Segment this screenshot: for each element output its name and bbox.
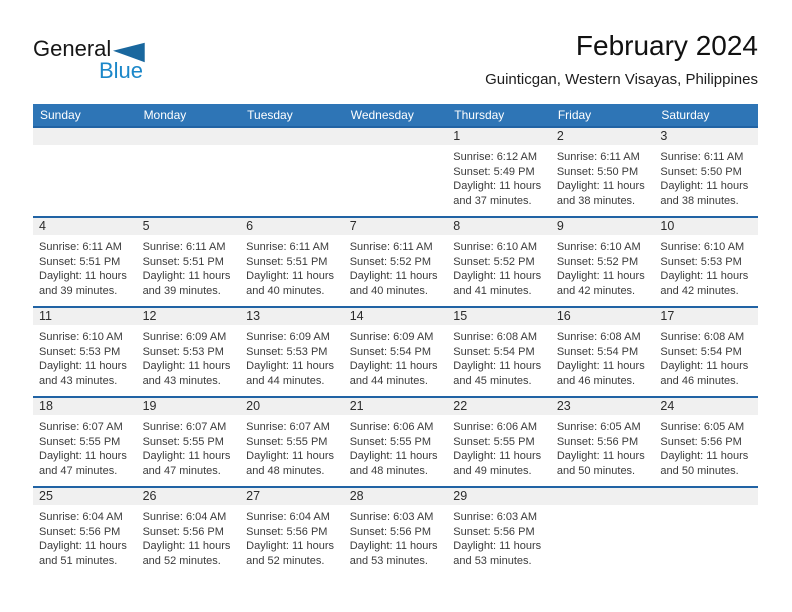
sunset-text: Sunset: 5:50 PM: [556, 165, 639, 178]
sunrise-text: Sunrise: 6:10 AM: [660, 241, 745, 253]
day-cell-10: [654, 218, 758, 306]
day-cell-20: [240, 398, 344, 486]
sunrise-text: Sunrise: 6:11 AM: [556, 151, 640, 163]
page-subtitle: Guinticgan, Western Visayas, Philippines: [485, 71, 758, 88]
day-number: 14: [349, 309, 364, 323]
empty-day-cell: [551, 488, 655, 576]
daylight-text-line1: Daylight: 11 hours: [556, 270, 645, 282]
page-title: February 2024: [575, 30, 758, 61]
day-number: 6: [246, 219, 254, 233]
day-cell-24: [654, 398, 758, 486]
day-number: 20: [246, 399, 261, 413]
week-row-2: [33, 216, 758, 306]
title-block: [485, 30, 758, 88]
day-cell-26: [137, 488, 241, 576]
daylight-text-line1: Daylight: 11 hours: [349, 360, 438, 372]
sunrise-text: Sunrise: 6:12 AM: [453, 151, 538, 163]
daylight-text-line2: and 47 minutes.: [39, 464, 118, 477]
daylight-text-line2: and 43 minutes.: [142, 374, 221, 387]
daylight-text-line1: Daylight: 11 hours: [246, 450, 334, 462]
day-cell-17: [654, 308, 758, 396]
daylight-text-line2: and 46 minutes.: [556, 374, 636, 387]
day-header-thursday: Thursday: [454, 108, 505, 122]
day-cell-29: [447, 488, 551, 576]
sunset-text: Sunset: 5:55 PM: [349, 435, 432, 448]
day-cell-8: [447, 218, 551, 306]
day-header-sunday: Sunday: [40, 108, 81, 122]
daylight-text-line1: Daylight: 11 hours: [39, 360, 127, 372]
day-number: 3: [660, 129, 668, 143]
sunset-text: Sunset: 5:50 PM: [660, 165, 742, 178]
daylight-text-line1: Daylight: 11 hours: [660, 270, 749, 282]
daylight-text-line2: and 50 minutes.: [660, 464, 739, 477]
daylight-text-line2: and 38 minutes.: [556, 194, 636, 207]
sunrise-text: Sunrise: 6:04 AM: [39, 511, 123, 523]
daylight-text-line1: Daylight: 11 hours: [349, 450, 438, 462]
daylight-text-line2: and 48 minutes.: [246, 464, 325, 477]
sunset-text: Sunset: 5:53 PM: [142, 345, 224, 358]
sunset-text: Sunset: 5:56 PM: [660, 435, 742, 448]
sunset-text: Sunset: 5:55 PM: [453, 435, 535, 448]
daylight-text-line2: and 37 minutes.: [453, 194, 532, 207]
logo-text-blue: Blue: [98, 58, 143, 83]
sunrise-text: Sunrise: 6:10 AM: [556, 241, 641, 253]
day-header-tuesday: Tuesday: [247, 108, 293, 122]
day-number: 7: [349, 219, 357, 233]
day-cell-21: [344, 398, 448, 486]
sunrise-text: Sunrise: 6:07 AM: [39, 421, 123, 433]
day-number: 18: [39, 399, 53, 413]
sunset-text: Sunset: 5:53 PM: [39, 345, 121, 358]
week-cells: [33, 128, 758, 216]
sunrise-text: Sunrise: 6:11 AM: [142, 241, 226, 253]
sunset-text: Sunset: 5:56 PM: [142, 525, 224, 538]
daylight-text-line1: Daylight: 11 hours: [142, 270, 231, 282]
daylight-text-line2: and 42 minutes.: [660, 284, 739, 297]
sunset-text: Sunset: 5:54 PM: [453, 345, 535, 358]
day-number: 5: [142, 219, 150, 233]
daylight-text-line1: Daylight: 11 hours: [246, 360, 334, 372]
daylight-text-line1: Daylight: 11 hours: [660, 360, 749, 372]
daylight-text-line2: and 52 minutes.: [246, 554, 325, 567]
day-number: 24: [660, 399, 675, 413]
daylight-text-line1: Daylight: 11 hours: [453, 360, 542, 372]
sunrise-text: Sunrise: 6:04 AM: [142, 511, 227, 523]
day-cell-6: [240, 218, 344, 306]
sunset-text: Sunset: 5:56 PM: [556, 435, 639, 448]
day-cell-1: [447, 128, 551, 216]
daylight-text-line2: and 40 minutes.: [349, 284, 428, 297]
sunrise-text: Sunrise: 6:10 AM: [453, 241, 538, 253]
daylight-text-line1: Daylight: 11 hours: [660, 180, 749, 192]
daylight-text-line2: and 41 minutes.: [453, 284, 532, 297]
sunrise-text: Sunrise: 6:08 AM: [660, 331, 745, 343]
week-cells: [33, 488, 758, 576]
sunrise-text: Sunrise: 6:09 AM: [142, 331, 227, 343]
sunset-text: Sunset: 5:56 PM: [246, 525, 328, 538]
daylight-text-line2: and 51 minutes.: [39, 554, 118, 567]
empty-day-cell: [137, 128, 241, 216]
day-number: 22: [453, 399, 468, 413]
sunrise-text: Sunrise: 6:06 AM: [349, 421, 434, 433]
day-cell-15: [447, 308, 551, 396]
day-cell-9: [551, 218, 655, 306]
day-number: 27: [246, 489, 261, 503]
day-header-wednesday: Wednesday: [350, 108, 414, 122]
daylight-text-line2: and 48 minutes.: [349, 464, 428, 477]
daylight-text-line2: and 47 minutes.: [142, 464, 221, 477]
day-cell-4: [33, 218, 137, 306]
daylight-text-line1: Daylight: 11 hours: [453, 180, 542, 192]
daylight-text-line2: and 45 minutes.: [453, 374, 532, 387]
day-number: 10: [660, 219, 675, 233]
day-cell-27: [240, 488, 344, 576]
week-cells: [33, 308, 758, 396]
day-number: 25: [39, 489, 53, 503]
sunrise-text: Sunrise: 6:08 AM: [453, 331, 538, 343]
sunset-text: Sunset: 5:52 PM: [453, 255, 535, 268]
daylight-text-line1: Daylight: 11 hours: [246, 540, 334, 552]
sunrise-text: Sunrise: 6:11 AM: [349, 241, 433, 253]
day-header-row: [33, 104, 758, 126]
sunset-text: Sunset: 5:55 PM: [142, 435, 224, 448]
daylight-text-line1: Daylight: 11 hours: [142, 540, 231, 552]
daylight-text-line1: Daylight: 11 hours: [453, 450, 542, 462]
sunset-text: Sunset: 5:55 PM: [246, 435, 328, 448]
sunset-text: Sunset: 5:56 PM: [39, 525, 121, 538]
daylight-text-line1: Daylight: 11 hours: [246, 270, 334, 282]
day-number: 17: [660, 309, 675, 323]
empty-day-cell: [33, 128, 137, 216]
sunset-text: Sunset: 5:53 PM: [246, 345, 328, 358]
sunset-text: Sunset: 5:56 PM: [349, 525, 432, 538]
day-cell-28: [344, 488, 448, 576]
day-header-saturday: Saturday: [661, 108, 710, 122]
daylight-text-line1: Daylight: 11 hours: [39, 540, 127, 552]
day-number: 23: [556, 399, 571, 413]
day-number: 9: [556, 219, 564, 233]
sunrise-text: Sunrise: 6:07 AM: [246, 421, 330, 433]
day-header-friday: Friday: [557, 108, 592, 122]
daylight-text-line1: Daylight: 11 hours: [556, 450, 645, 462]
daylight-text-line1: Daylight: 11 hours: [660, 450, 749, 462]
daylight-text-line2: and 50 minutes.: [556, 464, 636, 477]
day-number: 15: [453, 309, 468, 323]
empty-day-cell: [240, 128, 344, 216]
empty-day-cell: [344, 128, 448, 216]
sunrise-text: Sunrise: 6:09 AM: [349, 331, 434, 343]
week-row-1: [33, 126, 758, 216]
day-cell-19: [137, 398, 241, 486]
logo-text-general: General: [33, 36, 112, 61]
day-cell-16: [551, 308, 655, 396]
sunrise-text: Sunrise: 6:11 AM: [660, 151, 744, 163]
day-number: 19: [142, 399, 157, 413]
daylight-text-line1: Daylight: 11 hours: [349, 540, 438, 552]
sunrise-text: Sunrise: 6:05 AM: [660, 421, 745, 433]
week-row-4: [33, 396, 758, 486]
daylight-text-line2: and 44 minutes.: [246, 374, 325, 387]
day-cell-7: [344, 218, 448, 306]
day-number: 8: [453, 219, 461, 233]
daylight-text-line2: and 39 minutes.: [39, 284, 118, 297]
daylight-text-line2: and 46 minutes.: [660, 374, 739, 387]
day-cell-5: [137, 218, 241, 306]
day-cell-2: [551, 128, 655, 216]
day-number: 26: [142, 489, 157, 503]
sunrise-text: Sunrise: 6:10 AM: [39, 331, 123, 343]
week-cells: [33, 398, 758, 486]
sunset-text: Sunset: 5:54 PM: [660, 345, 742, 358]
daylight-text-line1: Daylight: 11 hours: [39, 450, 127, 462]
sunrise-text: Sunrise: 6:03 AM: [453, 511, 538, 523]
daylight-text-line2: and 42 minutes.: [556, 284, 636, 297]
sunrise-text: Sunrise: 6:11 AM: [246, 241, 330, 253]
daylight-text-line1: Daylight: 11 hours: [142, 360, 231, 372]
daylight-text-line2: and 52 minutes.: [142, 554, 221, 567]
sunrise-text: Sunrise: 6:04 AM: [246, 511, 330, 523]
day-number: 12: [142, 309, 157, 323]
day-number: 4: [39, 219, 46, 233]
sunrise-text: Sunrise: 6:05 AM: [556, 421, 641, 433]
daylight-text-line1: Daylight: 11 hours: [556, 180, 645, 192]
empty-day-cell: [654, 488, 758, 576]
day-number: 21: [349, 399, 364, 413]
day-cell-14: [344, 308, 448, 396]
sunrise-text: Sunrise: 6:07 AM: [142, 421, 227, 433]
day-header-monday: Monday: [143, 108, 187, 122]
sunrise-text: Sunrise: 6:03 AM: [349, 511, 434, 523]
sunset-text: Sunset: 5:56 PM: [453, 525, 535, 538]
sunset-text: Sunset: 5:53 PM: [660, 255, 742, 268]
sunrise-text: Sunrise: 6:08 AM: [556, 331, 641, 343]
sunrise-text: Sunrise: 6:09 AM: [246, 331, 330, 343]
day-cell-11: [33, 308, 137, 396]
sunset-text: Sunset: 5:52 PM: [349, 255, 432, 268]
day-cell-3: [654, 128, 758, 216]
day-number: 2: [556, 129, 564, 143]
generalblue-logo: [33, 36, 145, 84]
daylight-text-line2: and 44 minutes.: [349, 374, 428, 387]
daylight-text-line2: and 40 minutes.: [246, 284, 325, 297]
daylight-text-line1: Daylight: 11 hours: [349, 270, 438, 282]
daylight-text-line1: Daylight: 11 hours: [453, 270, 542, 282]
calendar-table: [33, 104, 758, 576]
daylight-text-line2: and 49 minutes.: [453, 464, 532, 477]
week-row-5: [33, 486, 758, 576]
sunrise-text: Sunrise: 6:06 AM: [453, 421, 538, 433]
day-number: 1: [453, 129, 461, 143]
daylight-text-line2: and 53 minutes.: [453, 554, 532, 567]
daylight-text-line1: Daylight: 11 hours: [39, 270, 127, 282]
daylight-text-line2: and 53 minutes.: [349, 554, 428, 567]
sunset-text: Sunset: 5:51 PM: [142, 255, 224, 268]
sunset-text: Sunset: 5:55 PM: [39, 435, 121, 448]
day-number: 28: [349, 489, 364, 503]
day-cell-23: [551, 398, 655, 486]
sunset-text: Sunset: 5:54 PM: [349, 345, 432, 358]
daylight-text-line2: and 43 minutes.: [39, 374, 118, 387]
week-row-3: [33, 306, 758, 396]
calendar-weeks: [33, 126, 758, 576]
sunset-text: Sunset: 5:54 PM: [556, 345, 639, 358]
daylight-text-line2: and 39 minutes.: [142, 284, 221, 297]
day-number: 13: [246, 309, 261, 323]
sunset-text: Sunset: 5:52 PM: [556, 255, 639, 268]
day-number: 16: [556, 309, 571, 323]
day-number: 11: [39, 309, 52, 323]
daylight-text-line1: Daylight: 11 hours: [556, 360, 645, 372]
daylight-text-line1: Daylight: 11 hours: [142, 450, 231, 462]
sunset-text: Sunset: 5:51 PM: [39, 255, 121, 268]
daylight-text-line2: and 38 minutes.: [660, 194, 739, 207]
day-cell-22: [447, 398, 551, 486]
sunrise-text: Sunrise: 6:11 AM: [39, 241, 122, 253]
sunset-text: Sunset: 5:49 PM: [453, 165, 535, 178]
day-number: 29: [453, 489, 468, 503]
day-cell-12: [137, 308, 241, 396]
week-cells: [33, 218, 758, 306]
day-cell-18: [33, 398, 137, 486]
sunset-text: Sunset: 5:51 PM: [246, 255, 328, 268]
daylight-text-line1: Daylight: 11 hours: [453, 540, 542, 552]
day-cell-25: [33, 488, 137, 576]
day-cell-13: [240, 308, 344, 396]
